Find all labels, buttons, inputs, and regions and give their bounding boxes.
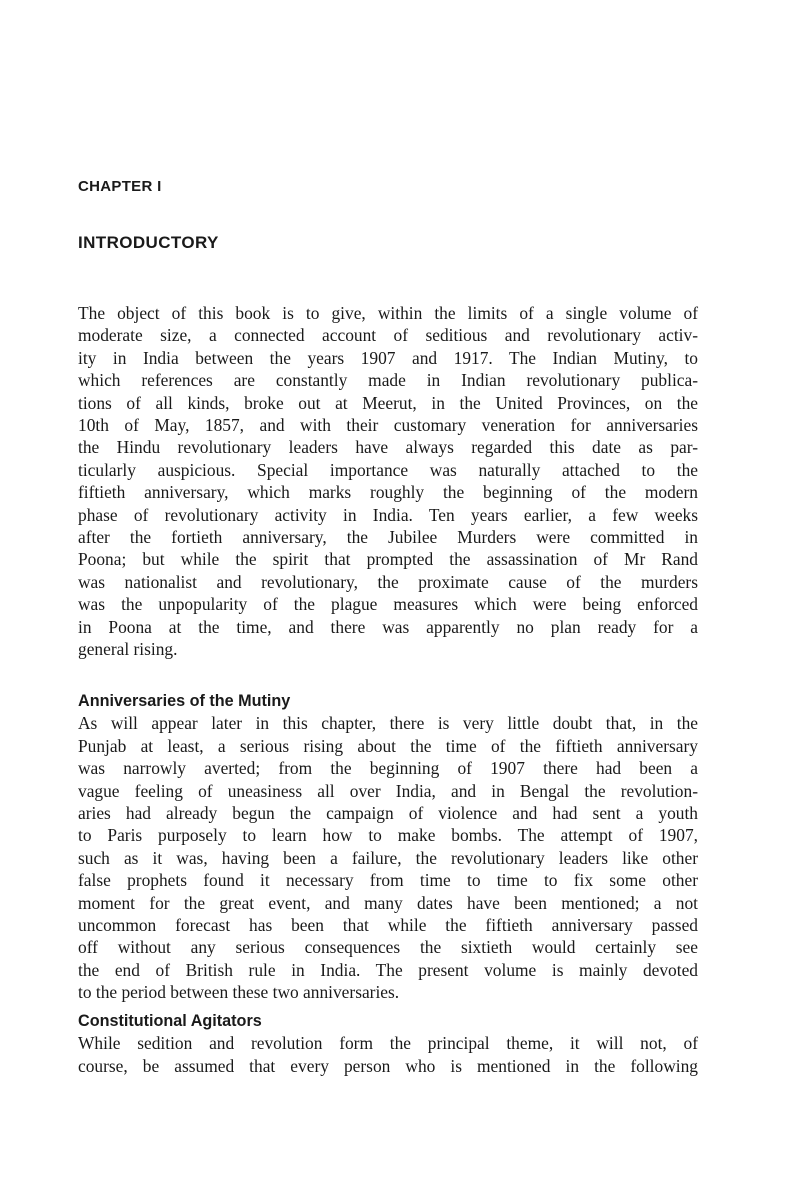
text-line: in Poona at the time, and there was apparently no plan ready for a [78,616,698,637]
text-line: was the unpopularity of the plague measures which were being enforced [78,594,698,615]
intro-section [78,302,698,661]
text-line: the Hindu revolutionary leaders have always regarded this date as par- [78,437,698,458]
text-line: to Paris purposely to learn how to make bombs. The attempt of 1907, [78,825,698,846]
text-line: aries had already begun the campaign of violence and had sent a youth [78,803,698,824]
text-line: 10th of May, 1857, and with their customary veneration for anniversaries [78,415,698,436]
text-line: Punjab at least, a serious rising about the time of the fiftieth anniversary [78,735,698,756]
text-line: While sedition and revolution form the principal theme, it will not, of [78,1033,698,1054]
chapter-label: CHAPTER I [78,178,162,195]
text-line: course, be assumed that every person who is mentioned in the following [78,1055,698,1076]
text-line: moment for the great event, and many dates have been mentioned; a not [78,892,698,913]
text-line: general rising. [78,639,178,660]
agitators-section [78,1010,698,1077]
text-line: moderate size, a connected account of seditious and revolutionary activ- [78,325,698,346]
text-line: fiftieth anniversary, which marks roughly the beginning of the modern [78,482,698,503]
text-line: As will appear later in this chapter, there is very little doubt that, in the [78,713,698,734]
text-line: off without any serious consequences the sixtieth would certainly see [78,937,698,958]
text-line: after the fortieth anniversary, the Jubilee Murders were committed in [78,527,698,548]
text-line: ity in India between the years 1907 and 1917. The Indian Mutiny, to [78,347,698,368]
text-line: such as it was, having been a failure, the revolutionary leaders like other [78,847,698,868]
text-line: uncommon forecast has been that while the fiftieth anniversary passed [78,915,698,936]
text-line: ticularly auspicious. Special importance was naturally attached to the [78,459,698,480]
text-line: vague feeling of uneasiness all over India, and in Bengal the revolution- [78,780,698,801]
text-line: was nationalist and revolutionary, the proximate cause of the murders [78,571,698,592]
text-line: Poona; but while the spirit that prompted the assassination of Mr Rand [78,549,698,570]
chapter-title: INTRODUCTORY [78,233,219,252]
agitators-paragraph [78,1032,698,1077]
text-line: phase of revolutionary activity in India. Ten years earlier, a few weeks [78,504,698,525]
section-heading: Constitutional Agitators [78,1012,262,1030]
intro-paragraph [78,302,698,661]
text-line: the end of British rule in India. The present volume is mainly devoted [78,959,698,980]
text-line: The object of this book is to give, within the limits of a single volume of [78,303,698,323]
section-heading: Anniversaries of the Mutiny [78,692,291,710]
text-line: was narrowly averted; from the beginning of 1907 there had been a [78,758,698,779]
text-line: which references are constantly made in Indian revolutionary publica- [78,370,698,391]
mutiny-paragraph [78,712,698,1003]
mutiny-section [78,690,698,1004]
text-line: false prophets found it necessary from time to time to fix some other [78,870,698,891]
text-line: to the period between these two anniversaries. [78,982,400,1003]
text-line: tions of all kinds, broke out at Meerut, in the United Provinces, on the [78,392,698,413]
